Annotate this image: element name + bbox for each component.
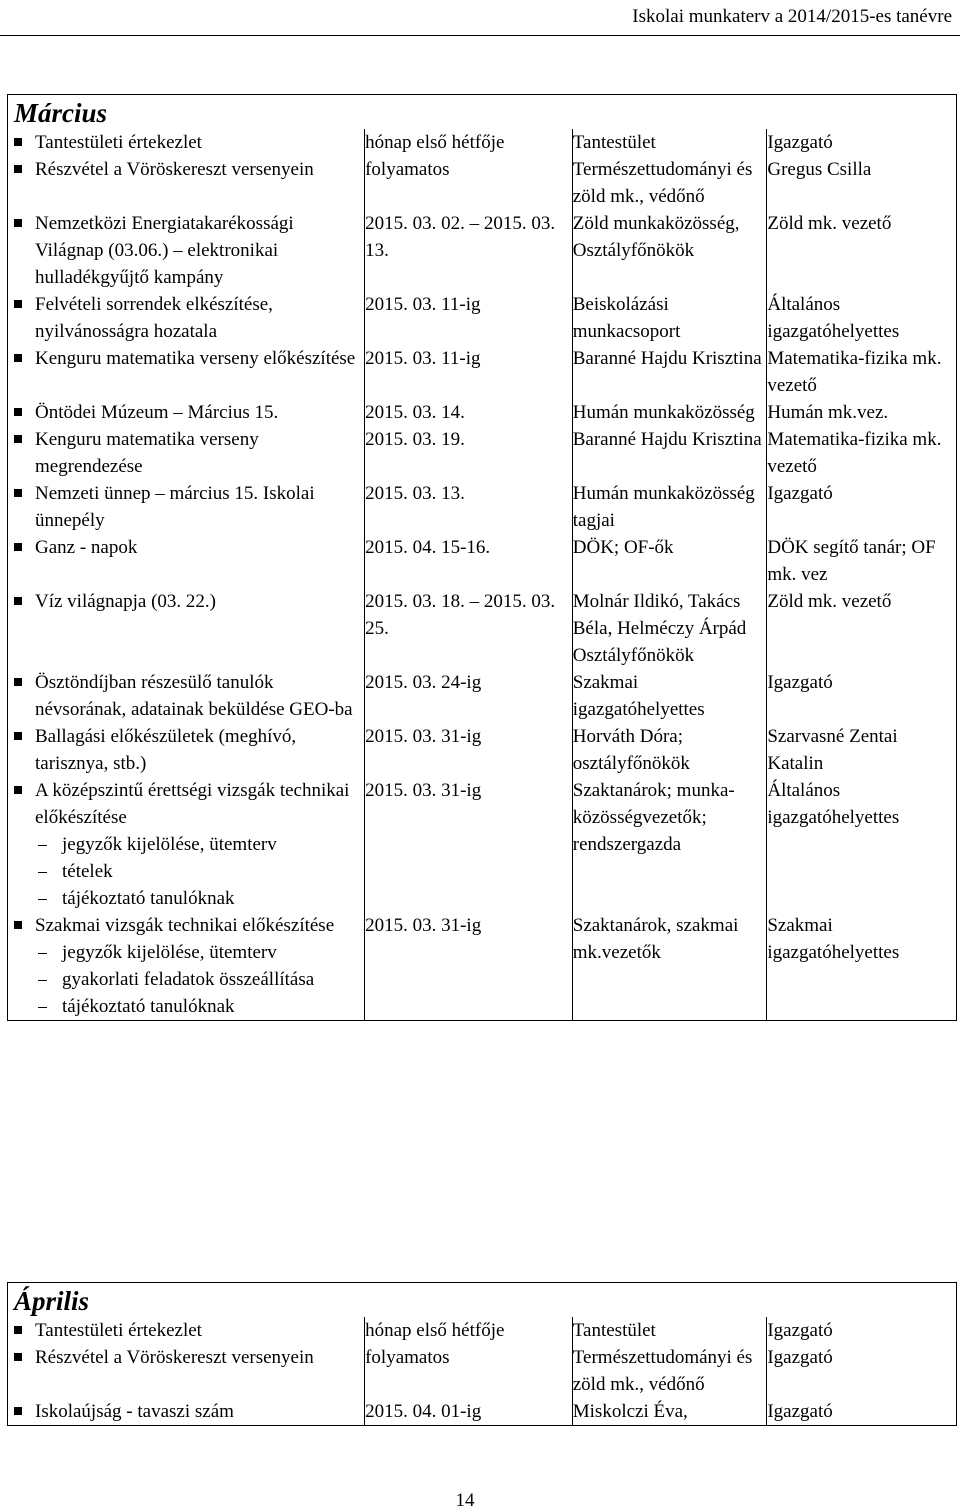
participants-cell: Szaktanárok; munka-közösségvezetők; rendszergazda: [572, 777, 767, 912]
activity-text: Felvételi sorrendek elkészítése, nyilvánosságra hozatala: [35, 294, 273, 342]
activity-cell: [8, 777, 365, 912]
date-cell: 2015. 03. 31-ig: [365, 723, 573, 777]
square-bullet-icon: [8, 1317, 35, 1344]
sub-task-list: [35, 939, 360, 1020]
participants-cell: Tantestület: [572, 129, 767, 156]
responsible-cell: Szarvasné Zentai Katalin: [767, 723, 957, 777]
square-bullet-icon: [8, 1344, 35, 1371]
responsible-cell: Humán mk.vez.: [767, 399, 957, 426]
responsible-cell: Általános igazgatóhelyettes: [767, 777, 957, 912]
table-row: [8, 399, 957, 426]
table-row: [8, 669, 957, 723]
responsible-cell: Matematika-fizika mk. vezető: [767, 345, 957, 399]
activity-cell: [8, 1344, 365, 1398]
date-cell: hónap első hétfője: [365, 1317, 573, 1344]
activity-cell: [8, 534, 365, 588]
responsible-cell: Igazgató: [767, 1344, 957, 1398]
square-bullet-icon: [8, 129, 35, 156]
activity-text: Ösztöndíjban részesülő tanulók névsorának, adatainak beküldése GEO-ba: [35, 672, 353, 720]
sub-task-item: jegyzők kijelölése, ütemterv: [35, 831, 360, 858]
participants-cell: Beiskolázási munkacsoport: [572, 291, 767, 345]
activity-cell: [8, 156, 365, 210]
table-row: [8, 723, 957, 777]
activity-cell: [8, 345, 365, 399]
responsible-cell: Szakmai igazgatóhelyettes: [767, 912, 957, 1021]
square-bullet-icon: [8, 1398, 35, 1425]
participants-cell: Horváth Dóra; osztályfőnökök: [572, 723, 767, 777]
activity-cell: [8, 588, 365, 669]
activity-text: Víz világnapja (03. 22.): [35, 591, 216, 612]
square-bullet-icon: [8, 480, 35, 534]
activity-text: Tantestületi értekezlet: [35, 1320, 202, 1341]
square-bullet-icon: [8, 723, 35, 777]
sub-task-item: tájékoztató tanulóknak: [35, 885, 360, 912]
activity-text: Ballagási előkészületek (meghívó, tarisznya, stb.): [35, 726, 297, 774]
activity-text: Öntödei Múzeum – Március 15.: [35, 402, 279, 423]
table-row: [8, 480, 957, 534]
table-row: [8, 777, 957, 912]
date-cell: 2015. 03. 24-ig: [365, 669, 573, 723]
date-cell: 2015. 03. 18. – 2015. 03. 25.: [365, 588, 573, 669]
table-row: [8, 291, 957, 345]
activity-cell: [8, 1317, 365, 1344]
participants-cell: Molnár Ildikó, Takács Béla, Helméczy Árpád Osztályfőnökök: [572, 588, 767, 669]
march-table: [7, 94, 957, 1021]
square-bullet-icon: [8, 291, 35, 345]
participants-cell: Miskolczi Éva,: [572, 1398, 767, 1426]
table-row: [8, 210, 957, 291]
table-row: [8, 345, 957, 399]
square-bullet-icon: [8, 588, 35, 615]
table-row: [8, 156, 957, 210]
activity-text: Részvétel a Vöröskereszt versenyein: [35, 159, 314, 180]
date-cell: 2015. 03. 14.: [365, 399, 573, 426]
square-bullet-icon: [8, 912, 35, 1020]
april-table: [7, 1282, 957, 1426]
responsible-cell: Matematika-fizika mk. vezető: [767, 426, 957, 480]
sub-task-item: gyakorlati feladatok összeállítása: [35, 966, 360, 993]
activity-cell: [8, 129, 365, 156]
activity-text: Szakmai vizsgák technikai előkészítése: [35, 915, 335, 936]
activity-text: A középszintű érettségi vizsgák technikai előkészítése: [35, 780, 350, 828]
activity-cell: [8, 426, 365, 480]
sub-task-item: tételek: [35, 858, 360, 885]
responsible-cell: Zöld mk. vezető: [767, 210, 957, 291]
table-row: [8, 426, 957, 480]
activity-cell: [8, 399, 365, 426]
responsible-cell: Igazgató: [767, 669, 957, 723]
table-row: [8, 1398, 957, 1426]
date-cell: 2015. 03. 13.: [365, 480, 573, 534]
sub-task-item: tájékoztató tanulóknak: [35, 993, 360, 1020]
date-cell: folyamatos: [365, 1344, 573, 1398]
date-cell: 2015. 04. 01-ig: [365, 1398, 573, 1426]
responsible-cell: Igazgató: [767, 1398, 957, 1426]
date-cell: 2015. 03. 31-ig: [365, 912, 573, 1021]
responsible-cell: Igazgató: [767, 480, 957, 534]
table-row: [8, 1344, 957, 1398]
date-cell: 2015. 03. 31-ig: [365, 777, 573, 912]
header-rule: [0, 35, 960, 36]
sub-task-item: jegyzők kijelölése, ütemterv: [35, 939, 360, 966]
date-cell: 2015. 04. 15-16.: [365, 534, 573, 588]
table-row: [8, 534, 957, 588]
square-bullet-icon: [8, 345, 35, 372]
activity-text: Nemzetközi Energiatakarékossági Világnap (03.06.) – elektronikai hulladékgyűjtő kampány: [35, 213, 294, 288]
participants-cell: Humán munkaközösség tagjai: [572, 480, 767, 534]
square-bullet-icon: [8, 669, 35, 723]
activity-cell: [8, 210, 365, 291]
activity-text: Iskolaújság - tavaszi szám: [35, 1401, 234, 1422]
activity-text: Nemzeti ünnep – március 15. Iskolai ünnepély: [35, 483, 315, 531]
participants-cell: DÖK; OF-ők: [572, 534, 767, 588]
sub-task-list: [35, 831, 360, 912]
participants-cell: Zöld munkaközösség, Osztályfőnökök: [572, 210, 767, 291]
month-title-april: Április: [8, 1283, 957, 1318]
month-title-march: Március: [8, 95, 957, 130]
activity-cell: [8, 912, 365, 1021]
activity-text: Kenguru matematika verseny megrendezése: [35, 429, 259, 477]
date-cell: hónap első hétfője: [365, 129, 573, 156]
participants-cell: Természettudományi és zöld mk., védőnő: [572, 156, 767, 210]
activity-text: Ganz - napok: [35, 537, 138, 558]
activity-cell: [8, 480, 365, 534]
activity-cell: [8, 723, 365, 777]
activity-cell: [8, 669, 365, 723]
activity-text: Kenguru matematika verseny előkészítése: [35, 348, 356, 369]
activity-text: Tantestületi értekezlet: [35, 132, 202, 153]
square-bullet-icon: [8, 534, 35, 561]
activity-cell: [8, 291, 365, 345]
responsible-cell: Igazgató: [767, 1317, 957, 1344]
date-cell: folyamatos: [365, 156, 573, 210]
square-bullet-icon: [8, 210, 35, 291]
square-bullet-icon: [8, 156, 35, 183]
participants-cell: Baranné Hajdu Krisztina: [572, 345, 767, 399]
table-row: [8, 129, 957, 156]
table-row: [8, 912, 957, 1021]
activity-text: Részvétel a Vöröskereszt versenyein: [35, 1347, 314, 1368]
responsible-cell: Gregus Csilla: [767, 156, 957, 210]
responsible-cell: Általános igazgatóhelyettes: [767, 291, 957, 345]
participants-cell: Baranné Hajdu Krisztina: [572, 426, 767, 480]
participants-cell: Humán munkaközösség: [572, 399, 767, 426]
responsible-cell: Igazgató: [767, 129, 957, 156]
activity-cell: [8, 1398, 365, 1426]
participants-cell: Szaktanárok, szakmai mk.vezetők: [572, 912, 767, 1021]
participants-cell: Természettudományi és zöld mk., védőnő: [572, 1344, 767, 1398]
table-row: [8, 1317, 957, 1344]
table-row: [8, 588, 957, 669]
participants-cell: Tantestület: [572, 1317, 767, 1344]
page-header: Iskolai munkaterv a 2014/2015-es tanévre: [632, 6, 952, 27]
responsible-cell: DÖK segítő tanár; OF mk. vez: [767, 534, 957, 588]
responsible-cell: Zöld mk. vezető: [767, 588, 957, 669]
square-bullet-icon: [8, 426, 35, 480]
participants-cell: Szakmai igazgatóhelyettes: [572, 669, 767, 723]
date-cell: 2015. 03. 11-ig: [365, 291, 573, 345]
date-cell: 2015. 03. 11-ig: [365, 345, 573, 399]
date-cell: 2015. 03. 02. – 2015. 03. 13.: [365, 210, 573, 291]
page-number: 14: [455, 1490, 475, 1511]
square-bullet-icon: [8, 777, 35, 912]
date-cell: 2015. 03. 19.: [365, 426, 573, 480]
square-bullet-icon: [8, 399, 35, 426]
